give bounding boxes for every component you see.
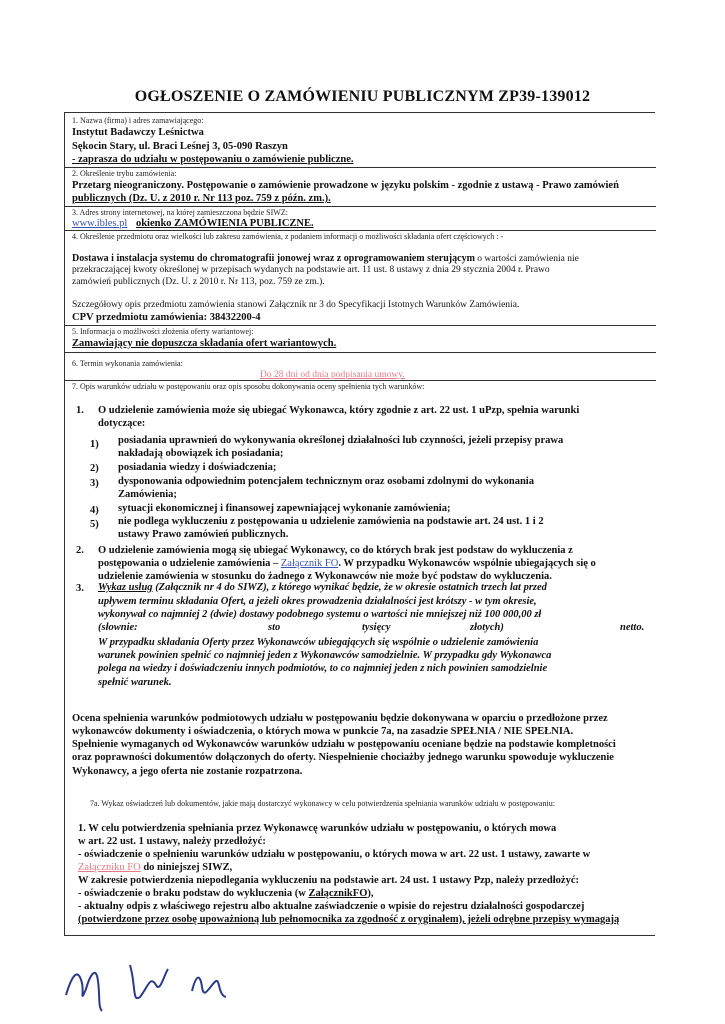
point-3-number: 3. <box>76 583 84 594</box>
point-2-number: 2. <box>76 545 84 556</box>
divider <box>64 380 656 381</box>
variant-offers-text: Zamawiający nie dopuszcza składania ofert wariantowych. <box>72 338 337 349</box>
section-3-label: 3. Adres strony internetowej, na której zamieszczona będzie SIWZ: <box>72 208 288 217</box>
docs-item-2-end: ), <box>367 888 374 899</box>
amount-words-sto: sto <box>268 622 281 633</box>
amount-words-tysiecy: tysięcy <box>362 622 391 633</box>
handwritten-signatures <box>60 945 260 1015</box>
condition-5-line2: ustawy Prawo zamówień publicznych. <box>118 529 289 540</box>
point-2-line2-start: postępowania o udzielenie zamówienia – <box>98 558 281 569</box>
subject-title: Dostawa i instalacja systemu do chromatografii jonowej wraz z oprogramowaniem sterującym <box>72 253 475 264</box>
condition-2-number: 2) <box>90 463 99 474</box>
docs-item-3: - aktualny odpis z właściwego rejestru albo aktualne zaświadczenie o wpisie do rejestru działalności gospodarczej <box>78 901 585 912</box>
condition-3-line1: dysponowania odpowiednim potencjałem technicznym oraz osobami zdolnymi do wykonania <box>118 476 534 487</box>
attachment-fo-link[interactable]: Załącznik FO <box>280 558 339 569</box>
divider <box>64 167 656 168</box>
divider <box>64 325 656 326</box>
section-5-label: 5. Informacja o możliwości złożenia oferty wariantowej: <box>72 327 254 336</box>
invitation-text: - zaprasza do udziału w postępowaniu o zamówienie publiczne. <box>72 154 354 165</box>
docs-item-2 <box>78 888 373 900</box>
point-3-line3: wykonywał co najmniej 2 (dwie) dostawy podobnego systemu o wartości nie mniejszej niż 100 000,00 zł <box>98 609 542 620</box>
page-title: OGŁOSZENIE O ZAMÓWIENIU PUBLICZNYM ZP39-139012 <box>134 88 591 105</box>
subject-line3: zamówień publicznych (Dz. U. z 2010 r. Nr 113, poz. 759 ze zm.). <box>72 277 325 287</box>
docs-item-1-rest: do niniejszej SIWZ, <box>140 862 233 873</box>
section-7a-label: 7a. Wykaz oświadczeń lub dokumentów, jakie mają dostarczyć wykonawcy w celu potwierdzenia spełniania warunków udziału w postępowaniu: <box>90 799 555 808</box>
amount-words-open: (słownie: <box>98 622 138 633</box>
point-2-line1: O udzielenie zamówienia mogą się ubiegać Wykonawcy, co do których brak jest podstaw do wykluczenia z <box>98 545 573 556</box>
website-section: okienko ZAMÓWIENIA PUBLICZNE. <box>135 218 314 229</box>
assessment-line2: wykonawców dokumenty i oświadczenia, o których mowa w punkcie 7a, na zasadzie SPEŁNIA / NIE SPEŁNIA. <box>72 726 574 737</box>
docs-item-2-start: - oświadczenie o braku podstaw do wykluczenia (w <box>78 888 309 899</box>
point-2-line2-end: . W przypadku Wykonawców wspólnie ubiegających się o <box>338 558 596 569</box>
condition-5-line1: nie podlega wykluczeniu z postępowania u udzielenie zamówienia na podstawie art. 24 ust. 1 i 2 <box>118 516 544 527</box>
attachment-fo-link-2[interactable]: Załączniku FO <box>78 862 141 873</box>
point-3-line5: W przypadku składania Oferty przez Wykonawców ubiegających się wspólnie o udzielenie zamówienia <box>98 637 539 648</box>
docs-heading-line1: 1. W celu potwierdzenia spełniania przez Wykonawcę warunków udziału w postępowaniu, o których mowa <box>78 823 557 834</box>
services-list-link: Wykaz usług <box>98 582 153 593</box>
condition-1-line2: nakładają obowiązek ich posiadania; <box>118 448 284 459</box>
section-7-label: 7. Opis warunków udziału w postępowaniu oraz opis sposobu dokonywania oceny spełnienia tych warunków: <box>72 382 425 391</box>
point-1-line1: O udzielenie zamówienia może się ubiegać Wykonawca, który zgodnie z art. 22 ust. 1 uPzp, spełnia warunki <box>98 405 580 416</box>
amount-netto: netto. <box>620 622 645 633</box>
section-4-label: 4. Określenie przedmiotu oraz wielkości lub zakresu zamówienia, z podaniem informacji o możliwości składania ofert częściowych : - <box>72 232 504 241</box>
condition-4-number: 4) <box>90 505 99 516</box>
amount-words-zlotych: złotych) <box>470 622 504 633</box>
condition-1-number: 1) <box>90 439 99 450</box>
docs-heading-line2: w art. 22 ust. 1 ustawy, należy przedłożyć: <box>78 836 266 847</box>
attachment-fo-link-3[interactable]: ZałącznikFO <box>308 888 368 899</box>
divider <box>64 206 656 207</box>
condition-3-line2: Zamówienia; <box>118 489 177 500</box>
assessment-line5: Wykonawcy, a jego oferta nie zostanie rozpatrzona. <box>72 766 303 777</box>
point-3-line7: polega na wiedzy i doświadczeniu innych podmiotów, to co najmniej jeden z nich powinien samodzielnie <box>98 663 548 674</box>
condition-5-number: 5) <box>90 519 99 530</box>
section-6-label: 6. Termin wykonania zamówienia: <box>72 359 183 368</box>
contracting-authority-address: Sękocin Stary, ul. Braci Leśnej 3, 05-090 Raszyn <box>72 141 288 152</box>
point-2-line3: udzielenie zamówienia w stosunku do żadnego z Wykonawców nie może być podstaw do wykluczenia. <box>98 571 552 582</box>
website-line <box>72 218 314 230</box>
cpv-code: CPV przedmiotu zamówienia: 38432200-4 <box>72 312 261 323</box>
point-3-line1 <box>98 582 547 594</box>
assessment-line1: Ocena spełnienia warunków podmiotowych udziału w postępowaniu będzie dokonywana w oparciu o przedłożone przez <box>72 713 608 724</box>
divider <box>64 230 656 231</box>
website-link[interactable]: www.ibles.pl <box>72 218 128 229</box>
point-3-line2: upływem terminu składania Ofert, a jeżeli okres prowadzenia działalności jest krótszy - w tym okresie, <box>98 596 537 607</box>
condition-2-line1: posiadania wiedzy i doświadczenia; <box>118 462 277 473</box>
point-1-number: 1. <box>76 405 84 416</box>
condition-1-line1: posiadania uprawnień do wykonywania określonej działalności lub czynności, jeżeli przepisy prawa <box>118 435 564 446</box>
docs-heading-line3: W zakresie potwierdzenia niepodlegania wykluczeniu na podstawie art. 24 ust. 1 ustawy Pzp, należy przedłożyć: <box>78 875 579 886</box>
procedure-type-line2: publicznych (Dz. U. z 2010 r. Nr 113 poz. 759 z późn. zm.). <box>72 193 331 204</box>
point-3-line6: warunek powinien spełnić co najmniej jeden z Wykonawców samodzielnie. W przypadku gdy Wykonawca <box>98 650 552 661</box>
docs-item-1: - oświadczenie o spełnieniu warunków udziału w postępowaniu, o których mowa w art. 22 ust. 1 ustawy, zawarte w <box>78 849 591 860</box>
assessment-line3: Spełnienie wymaganych od Wykonawców warunków udziału w postępowaniu oceniane będzie na podstawie kompletności <box>72 739 616 750</box>
point-3-line8: spełnić warunek. <box>98 677 172 688</box>
subject-line1 <box>72 253 579 265</box>
divider <box>64 352 656 353</box>
procedure-type-line1: Przetarg nieograniczony. Postępowanie o zamówienie prowadzone w języku polskim - zgodnie z ustawą - Prawo zamówień <box>72 180 619 191</box>
point-1-line2: dotyczące: <box>98 418 146 429</box>
condition-3-number: 3) <box>90 478 99 489</box>
point-3-line1-rest: (Załącznik nr 4 do SIWZ), z którego wynikać będzie, że w okresie ostatnich trzech lat przed <box>152 582 547 593</box>
section-2-label: 2. Określenie trybu zamówienia: <box>72 169 177 178</box>
condition-4-line1: sytuacji ekonomicznej i finansowej zapewniającej wykonanie zamówienia; <box>118 503 451 514</box>
section-1-label: 1. Nazwa (firma) i adres zamawiającego: <box>72 116 204 125</box>
docs-item-1-cont <box>78 862 232 874</box>
contracting-authority-name: Instytut Badawczy Leśnictwa <box>72 127 204 138</box>
docs-item-3-cont: (potwierdzone przez osobę upoważnioną lub pełnomocnika za zgodność z oryginałem), jeżeli odrębne przepisy wymagają <box>78 914 620 925</box>
completion-term: Do 28 dni od dnia podpisania umowy. <box>260 370 405 380</box>
subject-rest: o wartości zamówienia nie <box>474 254 579 264</box>
subject-line2: przekraczającej kwoty określonej w przepisach wydanych na podstawie art. 11 ust. 8 ustawy z dnia 29 stycznia 2004 r. Prawo <box>72 265 550 275</box>
assessment-line4: oraz poprawności dokumentów dołączonych do oferty. Niespełnienie chociażby jednego warunku spowoduje wykluczenie <box>72 752 614 763</box>
subject-detail: Szczegółowy opis przedmiotu zamówienia stanowi Załącznik nr 3 do Specyfikacji Istotnych Warunków Zamówienia. <box>72 300 520 310</box>
point-2-line2 <box>98 558 596 570</box>
